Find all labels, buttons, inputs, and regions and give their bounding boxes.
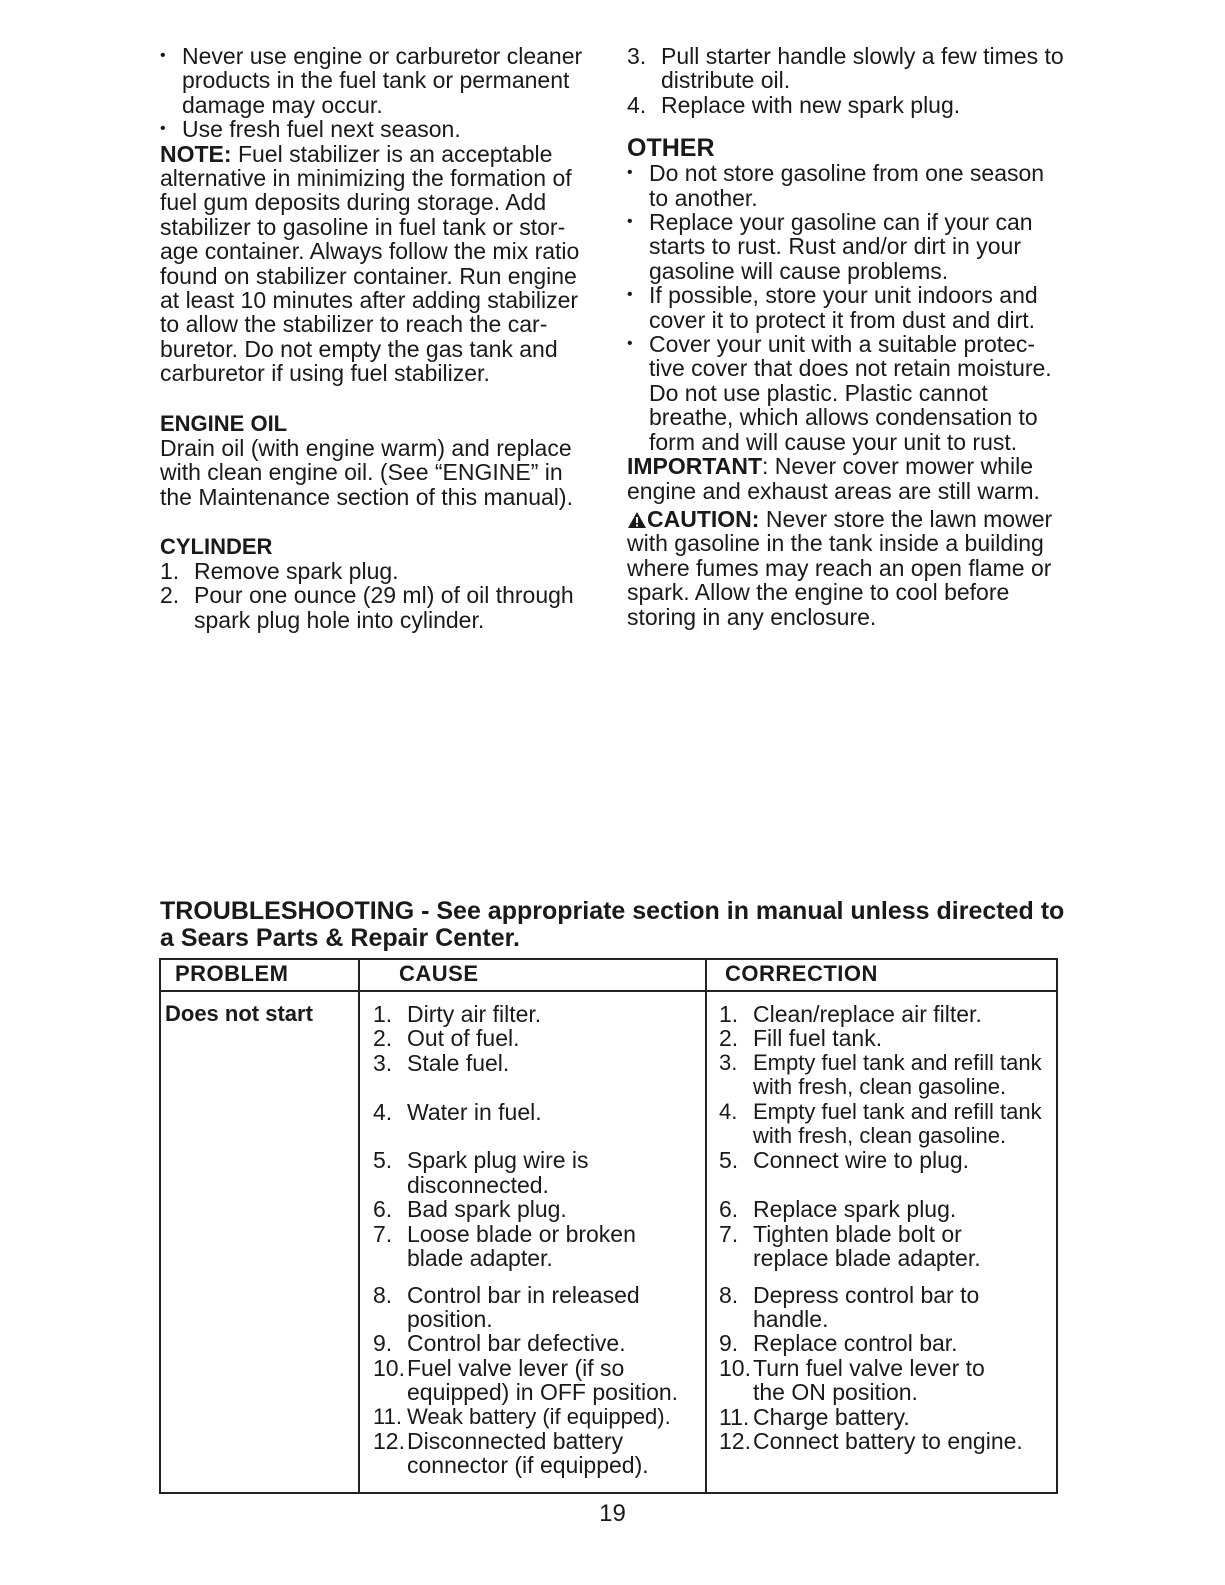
column-divider [705, 960, 707, 1492]
problem-cell: Does not start [165, 1001, 313, 1026]
important-paragraph [627, 454, 1067, 503]
cylinder-steps-continued [627, 44, 1067, 117]
engine-oil-text: Drain oil (with engine warm) and replace with clean engine oil. (See “ENGINE” in the Maintenance section of this manual). [160, 434, 573, 510]
table-row: 7. Loose blade or broken blade adapter. [373, 1220, 636, 1272]
header-divider [161, 990, 1056, 992]
table-row: 5. Connect wire to plug. [719, 1147, 970, 1174]
caution-label: CAUTION: [647, 505, 760, 532]
list-item: • Do not store gasoline from one season to another. [627, 161, 1067, 210]
note-label: NOTE: [160, 140, 232, 167]
table-row: 11. Charge battery. [719, 1403, 910, 1430]
table-row: 8. Depress control bar to handle. [719, 1281, 980, 1333]
table-row: 1. Dirty air filter. [373, 1001, 542, 1027]
list-item: 4. Replace with new spark plug. [627, 91, 961, 118]
table-row: 2. Out of fuel. [373, 1025, 520, 1052]
table-row: 1. Clean/replace air filter. [719, 1001, 982, 1027]
list-item: • Cover your unit with a suitable protec-tive cover that does not retain moisture. Do not use plastic. Plastic cannot breathe, which allows condensation to form and will cause your unit to rust. [627, 332, 1067, 454]
table-row: 3. Stale fuel. [373, 1049, 510, 1076]
caution-paragraph [627, 507, 1067, 629]
table-row: 8. Control bar in released position. [373, 1281, 640, 1333]
important-label: IMPORTANT [627, 453, 763, 480]
table-row: 3. Empty fuel tank and refill tank with fresh, clean gasoline. [719, 1049, 1042, 1100]
cause-column [373, 1002, 703, 1478]
list-item: • Use fresh fuel next season. [160, 117, 600, 141]
correction-column [719, 1002, 1055, 1453]
note-text: Fuel stabilizer is an acceptable alternative in minimizing the formation of fuel gum deposits during storage. Add stabilizer to gasoline in fuel tank or stor-age container. Always follow the mix ratio found on stabilizer container. Run engine at least 10 minutes after adding stabilizer to allow the stabilizer to reach the car-buretor. Do not empty the gas tank and carburetor if using fuel stabilizer. [160, 140, 580, 387]
list-item: • Never use engine or carburetor cleaner products in the fuel tank or permanent damage may occur. [160, 44, 600, 117]
list-item: • If possible, store your unit indoors and cover it to protect it from dust and dirt. [627, 283, 1067, 332]
caution-text: Never store the lawn mower with gasoline in the tank inside a building where fumes may reach an open flame or spark. Allow the engine to cool before storing in any enclosure. [627, 505, 1053, 630]
table-row: 6. Bad spark plug. [373, 1196, 567, 1223]
column-divider [358, 960, 360, 1492]
engine-oil-heading: ENGINE OIL [160, 410, 288, 436]
fuel-bullets [160, 44, 600, 142]
header-correction: CORRECTION [725, 961, 878, 986]
troubleshooting-title: TROUBLESHOOTING - See appropriate section in manual unless directed to a Sears Parts & Repair Center. [160, 897, 1065, 952]
table-row: 11. Weak battery (if equipped). [373, 1403, 671, 1429]
table-row: 7. Tighten blade bolt or replace blade adapter. [719, 1220, 981, 1272]
list-item: • Replace your gasoline can if your can starts to rust. Rust and/or dirt in your gasoline will cause problems. [627, 210, 1067, 283]
list-item: 1. Remove spark plug. [160, 557, 399, 584]
table-row: 4. Empty fuel tank and refill tank with fresh, clean gasoline. [719, 1098, 1042, 1149]
troubleshooting-table [159, 958, 1058, 1494]
note-paragraph [160, 142, 600, 386]
other-heading: OTHER [627, 134, 715, 163]
list-item: 3. Pull starter handle slowly a few times to distribute oil. [627, 43, 1064, 94]
table-row: 12. Connect battery to engine. [719, 1428, 1023, 1455]
other-bullets [627, 161, 1067, 454]
header-cause: CAUSE [399, 961, 479, 986]
cylinder-steps [160, 559, 600, 632]
table-row: 4. Water in fuel. [373, 1098, 542, 1125]
important-text: : Never cover mower while engine and exhaust areas are still warm. [627, 453, 1040, 504]
warning-triangle-icon [627, 511, 647, 529]
table-row: 9. Replace control bar. [719, 1330, 958, 1357]
table-row: 10. Turn fuel valve lever to the ON position. [719, 1354, 985, 1406]
table-row: 9. Control bar defective. [373, 1330, 626, 1357]
left-column [160, 44, 600, 632]
table-row: 6. Replace spark plug. [719, 1196, 957, 1223]
table-row: 12. Disconnected battery connector (if equipped). [373, 1428, 649, 1479]
header-problem: PROBLEM [175, 961, 289, 986]
cylinder-heading: CYLINDER [160, 533, 273, 559]
right-column [627, 44, 1067, 629]
table-row: 10. Fuel valve lever (if so equipped) in OFF position. [373, 1354, 679, 1406]
list-item: 2. Pour one ounce (29 ml) of oil through spark plug hole into cylinder. [160, 582, 574, 633]
page-number: 19 [599, 1500, 626, 1527]
table-row: 2. Fill fuel tank. [719, 1025, 883, 1052]
table-row: 5. Spark plug wire is disconnected. [373, 1147, 589, 1198]
